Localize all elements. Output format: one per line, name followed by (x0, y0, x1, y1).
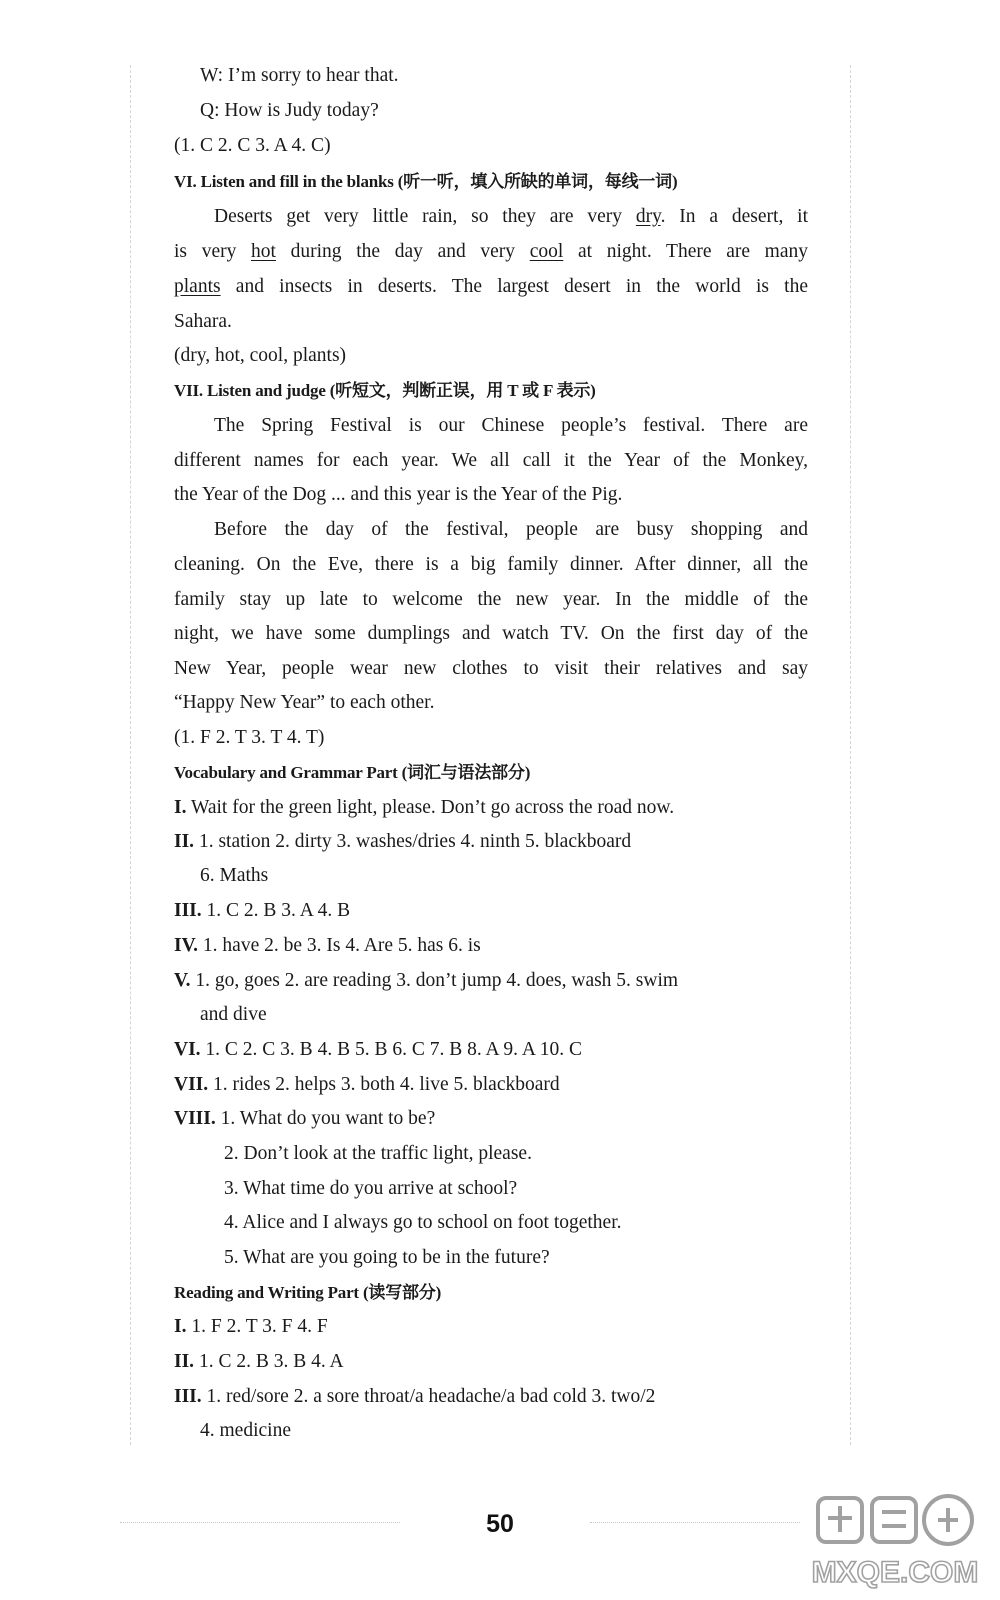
item-number: VI. (174, 1039, 201, 1060)
paragraph-line: the Year of the Dog ... and this year is the Year of the Pig. (174, 484, 623, 505)
item-text: 1. C 2. B 3. B 4. A (194, 1351, 344, 1372)
dialogue-line-w: W: I’m sorry to hear that. (200, 65, 399, 86)
answer-item (174, 1038, 582, 1062)
item-text: 1. C 2. C 3. B 4. B 5. B 6. C 7. B 8. A 9. A 10. C (200, 1039, 582, 1060)
paragraph-line: cleaning. On the Eve, there is a big family dinner. After dinner, all the (174, 554, 808, 575)
blank-answer: cool (529, 241, 564, 262)
answer-item (174, 1073, 560, 1097)
text-run: and insects in deserts. The largest desert in the world is the (220, 276, 808, 297)
item-number: I. (174, 1316, 187, 1337)
item-number: I. (174, 797, 187, 818)
right-margin-guide (850, 65, 851, 1445)
paragraph-line: “Happy New Year” to each other. (174, 692, 435, 713)
item-number: VIII. (174, 1108, 216, 1129)
blank-answer: hot (251, 241, 276, 262)
item-number: IV. (174, 935, 199, 956)
section-heading-listen-judge: VII. Listen and judge (听短文，判断正误，用 T 或 F 表示) (174, 381, 596, 400)
paragraph-line: night, we have some dumplings and watch TV. On the first day of the (174, 623, 808, 644)
answer-item (174, 1385, 655, 1409)
paragraph-line: different names for each year. We all call it the Year of the Monkey, (174, 450, 808, 471)
answer-sub-item: 2. Don’t look at the traffic light, please. (224, 1143, 532, 1164)
text-run: during the day and very (275, 241, 530, 262)
item-text: 1. What do you want to be? (215, 1108, 436, 1129)
item-number: V. (174, 970, 191, 991)
paragraph-line: family stay up late to welcome the new year. In the middle of the (174, 589, 808, 610)
paragraph-line: New Year, people wear new clothes to visit their relatives and say (174, 658, 808, 679)
text-run: at night. There are many (563, 241, 809, 262)
item-number: VII. (174, 1074, 209, 1095)
page-number: 50 (486, 1510, 514, 1538)
answer-item (174, 1107, 435, 1131)
item-number: III. (174, 900, 202, 921)
item-text: 1. red/sore 2. a sore throat/a headache/a bad cold 3. two/2 (201, 1386, 656, 1407)
paragraph-line (214, 205, 808, 229)
site-watermark-logo (810, 1490, 980, 1595)
item-text: 1. rides 2. helps 3. both 4. live 5. blackboard (208, 1074, 560, 1095)
dialogue-line-q: Q: How is Judy today? (200, 100, 379, 121)
item-text: 1. C 2. B 3. A 4. B (201, 900, 351, 921)
item-text: 1. station 2. dirty 3. washes/dries 4. ninth 5. blackboard (194, 831, 632, 852)
paragraph-line: Sahara. (174, 311, 232, 332)
answer-item (174, 796, 674, 820)
fill-blanks-answers: (dry, hot, cool, plants) (174, 345, 347, 366)
left-margin-guide (130, 65, 131, 1445)
answer-item (174, 1350, 344, 1374)
paragraph-line: The Spring Festival is our Chinese people’s festival. There are (214, 415, 808, 436)
item-text: 1. have 2. be 3. Is 4. Are 5. has 6. is (198, 935, 481, 956)
answer-item (174, 830, 631, 854)
answer-sub-item: 4. Alice and I always go to school on foot together. (224, 1212, 622, 1233)
text-run: Deserts get very little rain, so they are very (214, 206, 636, 227)
answer-item (174, 1315, 328, 1339)
blank-answer: plants (174, 276, 221, 297)
item-text: 1. F 2. T 3. F 4. F (186, 1316, 328, 1337)
section-heading-reading-writing: Reading and Writing Part (读写部分) (174, 1283, 442, 1302)
section-heading-fill-blanks: VI. Listen and fill in the blanks (听一听，填入所缺的单词，每线一词) (174, 172, 678, 191)
answer-item (174, 969, 678, 993)
answer-item-continued: and dive (200, 1004, 267, 1025)
section-heading-vocab-grammar: Vocabulary and Grammar Part (词汇与语法部分) (174, 763, 531, 782)
listen-judge-answers: (1. F 2. T 3. T 4. T) (174, 727, 325, 748)
item-number: II. (174, 1351, 195, 1372)
paragraph-line (174, 240, 808, 264)
listening-answers: (1. C 2. C 3. A 4. C) (174, 135, 331, 156)
answer-sub-item: 5. What are you going to be in the future? (224, 1247, 550, 1268)
item-text: Wait for the green light, please. Don’t go across the road now. (186, 797, 675, 818)
answer-item-continued: 4. medicine (200, 1420, 291, 1441)
paragraph-line (174, 275, 808, 299)
answer-sub-item: 3. What time do you arrive at school? (224, 1178, 518, 1199)
answer-item (174, 899, 350, 923)
item-number: II. (174, 831, 195, 852)
answer-item (174, 934, 481, 958)
item-text: 1. go, goes 2. are reading 3. don’t jump 4. does, wash 5. swim (190, 970, 679, 991)
item-number: III. (174, 1386, 202, 1407)
blank-answer: dry (635, 206, 661, 227)
text-run: is very (174, 241, 252, 262)
answer-item-continued: 6. Maths (200, 865, 269, 886)
watermark-glyph-strokes (828, 1506, 958, 1532)
paragraph-line: Before the day of the festival, people are busy shopping and (214, 519, 808, 540)
watermark-text: MXQE.COM (811, 1556, 979, 1589)
watermark-glyph-box (872, 1498, 916, 1542)
text-run: . In a desert, it (660, 206, 808, 227)
